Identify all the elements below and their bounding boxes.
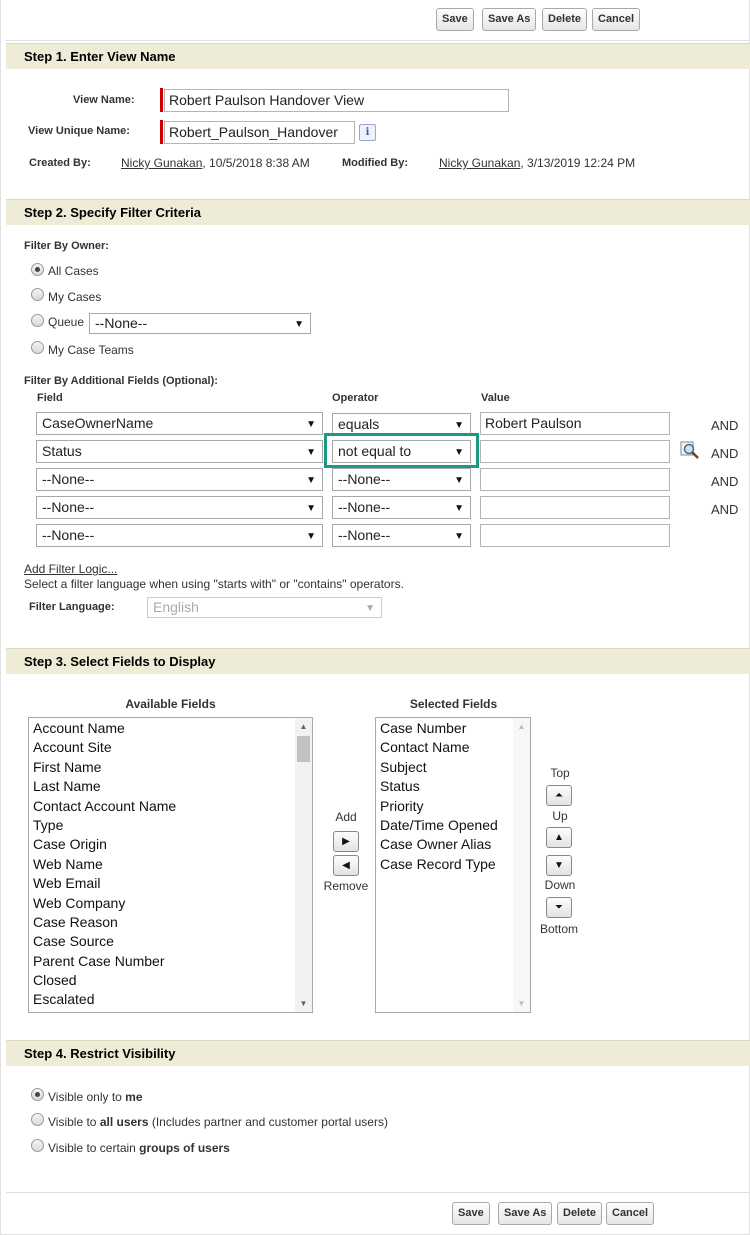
created-by-date: , 10/5/2018 8:38 AM [202,156,310,170]
filter-field-value: Status [42,443,82,459]
created-by-user-link[interactable]: Nicky Gunakan [121,156,203,170]
radio-visible-me[interactable] [31,1088,44,1101]
move-bottom-button[interactable] [546,897,572,918]
visible-groups-text: Visible to certain [48,1141,140,1155]
step3-header: Step 3. Select Fields to Display [6,648,750,674]
modified-by-value [439,156,635,170]
selected-fields-list[interactable] [375,717,531,1013]
list-item[interactable]: Status [380,778,420,795]
queue-label: Queue [48,315,85,329]
queue-select-value: --None-- [95,315,148,331]
bottom-label: Bottom [539,922,578,936]
filter-value-input-1[interactable]: Robert Paulson [480,412,670,435]
list-item[interactable]: Case Origin [33,836,107,853]
arrow-down-icon: ▼ [554,860,564,871]
toolbar-divider [6,40,750,41]
visible-me-label [48,1090,143,1104]
available-fields-title: Available Fields [125,697,216,711]
dropdown-arrow-icon: ▼ [306,447,316,458]
list-item[interactable]: Contact Name [380,739,470,756]
scroll-down-icon[interactable]: ▼ [299,999,308,1008]
list-item[interactable]: Case Number [380,720,467,736]
remove-arrow-button[interactable] [333,855,359,876]
dropdown-arrow-icon: ▼ [454,475,464,486]
delete-button-top[interactable]: Delete [542,8,587,31]
list-item[interactable]: Closed [33,972,77,989]
filter-field-select-2[interactable] [36,440,323,463]
view-name-label: View Name: [73,94,135,106]
list-item[interactable]: Case Source [33,933,114,950]
visible-groups-bold: groups of users [139,1141,230,1155]
list-item[interactable]: Web Email [33,875,101,892]
queue-select[interactable] [89,313,311,334]
operator-column-header: Operator [332,392,379,404]
dropdown-arrow-icon: ▼ [454,420,464,431]
filter-language-value: English [153,599,199,615]
list-item[interactable]: Escalated [33,991,95,1008]
modified-by-label: Modified By: [342,157,408,169]
visible-groups-label [48,1141,230,1155]
lookup-icon[interactable] [680,441,700,459]
cancel-button-top[interactable]: Cancel [592,8,640,31]
visible-me-bold: me [125,1090,143,1104]
and-label: AND [711,446,739,461]
filter-operator-value: --None-- [338,499,391,515]
add-arrow-button[interactable] [333,831,359,852]
add-filter-logic-link[interactable] [24,562,117,576]
dropdown-arrow-icon: ▼ [454,531,464,542]
save-as-button-bottom[interactable]: Save As [498,1202,552,1225]
arrow-right-icon: ▶ [342,836,350,847]
filter-by-owner-label: Filter By Owner: [24,240,109,252]
save-button-top[interactable]: Save [436,8,474,31]
visible-all-bold: all users [99,1115,149,1129]
filter-language-label: Filter Language: [29,601,115,613]
scroll-up-icon[interactable]: ▲ [299,722,308,731]
filter-language-hint: Select a filter language when using "starts with" or "contains" operators. [24,577,404,591]
list-item[interactable]: Web Company [33,894,126,911]
radio-visible-all[interactable] [31,1113,44,1126]
save-button-bottom[interactable]: Save [452,1202,490,1225]
filter-value-input-4[interactable] [480,496,670,519]
radio-all-cases[interactable] [31,263,44,276]
add-label: Add [335,810,357,824]
unique-name-label: View Unique Name: [28,125,130,137]
move-down-button[interactable] [546,855,572,876]
filter-field-select-4[interactable] [36,496,323,519]
and-label: AND [711,502,739,517]
info-icon[interactable]: i [359,124,376,141]
filter-operator-select-4[interactable] [332,496,471,519]
unique-name-input[interactable]: Robert_Paulson_Handover [164,121,355,144]
modified-by-date: , 3/13/2019 12:24 PM [520,156,636,170]
dropdown-arrow-icon: ▼ [306,419,316,430]
move-up-button[interactable] [546,827,572,848]
list-item[interactable]: First Name [33,758,102,775]
filter-field-value: CaseOwnerName [42,415,154,431]
move-top-button[interactable] [546,785,572,806]
radio-my-case-teams[interactable] [31,341,44,354]
created-by-label: Created By: [29,157,91,169]
filter-value-input-5[interactable] [480,524,670,547]
list-item[interactable]: Web Name [33,855,103,872]
filter-field-select-1[interactable] [36,412,323,435]
step1-header: Step 1. Enter View Name [6,43,750,69]
up-label: Up [552,809,568,823]
top-label: Top [550,766,570,780]
list-item[interactable]: Parent Case Number [33,952,165,969]
list-item[interactable]: Case Record Type [380,855,496,872]
cancel-button-bottom[interactable]: Cancel [606,1202,654,1225]
radio-queue[interactable] [31,314,44,327]
scroll-down-icon[interactable]: ▼ [517,999,526,1008]
dropdown-arrow-icon: ▼ [365,603,375,614]
selected-fields-title: Selected Fields [409,697,498,711]
list-item[interactable]: Account Site [33,739,112,756]
filter-operator-value: --None-- [338,527,391,543]
dropdown-arrow-icon: ▼ [294,319,304,330]
list-item[interactable]: Type [33,816,64,833]
filter-field-value: --None-- [42,471,95,487]
filter-operator-select-3[interactable] [332,468,471,491]
dropdown-arrow-icon: ▼ [306,531,316,542]
list-item[interactable]: Account Name [33,720,125,736]
dropdown-arrow-icon: ▼ [454,503,464,514]
modified-by-user-link[interactable]: Nicky Gunakan [439,156,521,170]
dropdown-arrow-icon: ▼ [454,447,464,458]
value-column-header: Value [481,392,510,404]
filter-field-select-5[interactable] [36,524,323,547]
visible-all-label [48,1115,388,1129]
step2-header: Step 2. Specify Filter Criteria [6,199,750,225]
list-item[interactable]: Subject [380,758,427,775]
list-item[interactable]: Last Name [33,778,101,795]
scroll-thumb[interactable] [297,736,310,762]
arrow-left-icon: ◀ [342,860,350,871]
field-column-header: Field [37,392,63,404]
move-bottom-icon: ⏷ [555,902,563,913]
list-item[interactable]: Date/Time Opened [380,816,498,833]
filter-value-input-3[interactable] [480,468,670,491]
list-item[interactable]: Case Reason [33,913,118,930]
selected-scrollbar[interactable] [513,718,530,1012]
list-item[interactable]: Priority [380,797,424,814]
filter-field-value: --None-- [42,499,95,515]
filter-field-value: --None-- [42,527,95,543]
dropdown-arrow-icon: ▼ [306,503,316,514]
arrow-up-icon: ▲ [554,832,564,843]
list-item[interactable]: Contact Account Name [33,797,177,814]
list-item[interactable]: Case Owner Alias [380,836,492,853]
delete-button-bottom[interactable]: Delete [557,1202,602,1225]
step4-header: Step 4. Restrict Visibility [6,1040,750,1066]
visible-me-text: Visible only to [48,1090,126,1104]
created-by-value [121,156,310,170]
save-as-button-top[interactable]: Save As [482,8,536,31]
required-indicator [160,88,163,112]
radio-my-cases[interactable] [31,288,44,301]
filter-field-select-3[interactable] [36,468,323,491]
move-top-icon: ⏶ [555,790,563,801]
view-name-input[interactable]: Robert Paulson Handover View [164,89,509,112]
filter-operator-value: not equal to [338,443,412,459]
and-label: AND [711,474,739,489]
add-filter-logic-text: Add Filter Logic... [24,562,118,576]
available-scrollbar[interactable] [295,718,312,1012]
filter-language-select[interactable] [147,597,382,618]
visible-all-text: Visible to [48,1115,100,1129]
dropdown-arrow-icon: ▼ [306,475,316,486]
additional-fields-label: Filter By Additional Fields (Optional): [24,375,218,387]
available-fields-list[interactable] [28,717,313,1013]
and-label: AND [711,418,739,433]
my-case-teams-label: My Case Teams [48,343,134,357]
filter-operator-value: --None-- [338,471,391,487]
scroll-up-icon[interactable]: ▲ [517,722,526,731]
required-indicator [160,120,163,144]
all-cases-label: All Cases [48,264,99,278]
toolbar-divider [6,1192,750,1193]
filter-value-input-2[interactable] [480,440,670,463]
radio-visible-groups[interactable] [31,1139,44,1152]
visible-all-note: (Includes partner and customer portal users) [148,1115,388,1129]
my-cases-label: My Cases [48,290,102,304]
down-label: Down [544,878,576,892]
filter-operator-select-5[interactable] [332,524,471,547]
remove-label: Remove [323,879,369,893]
filter-operator-value: equals [338,416,380,432]
filter-operator-select-2[interactable] [332,440,471,463]
